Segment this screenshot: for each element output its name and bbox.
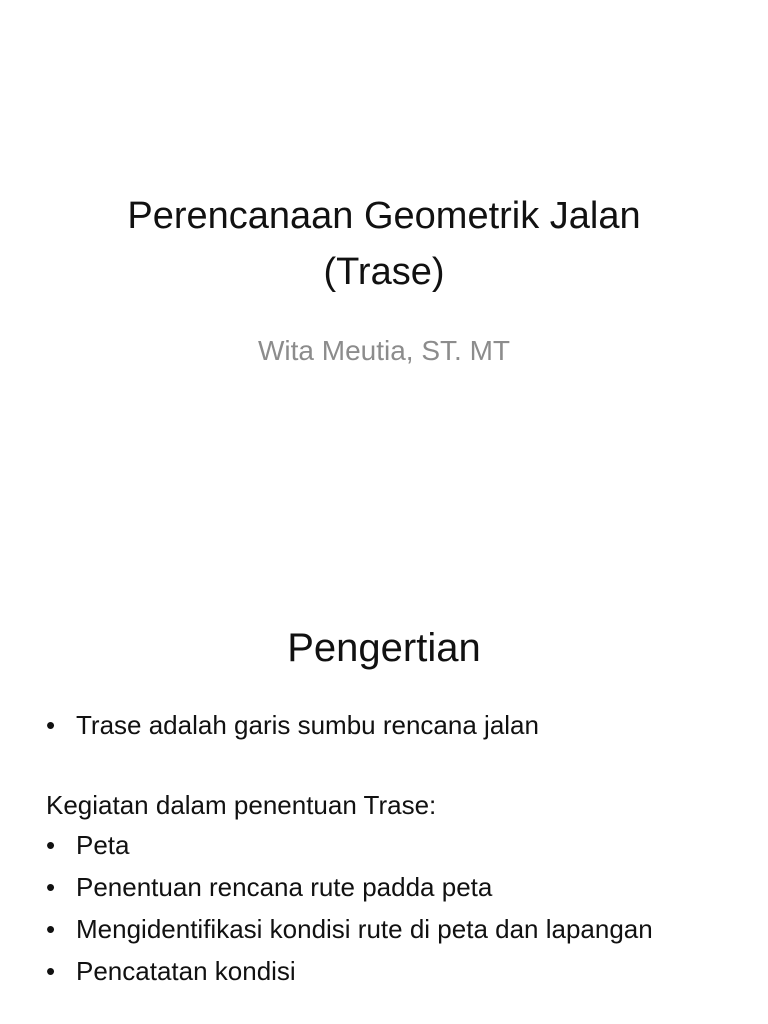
slide-body: [46, 708, 726, 996]
title-line-1: Perencanaan Geometrik Jalan: [127, 195, 641, 237]
content-slide: [0, 576, 768, 1024]
slide-title: [60, 188, 708, 300]
title-line-2: (Trase): [323, 251, 445, 293]
bullet-list: [46, 828, 726, 988]
bullet-dot-icon: •: [46, 710, 56, 740]
bullet-dot-icon: •: [46, 914, 56, 944]
slide-heading: Pengertian: [287, 626, 481, 670]
bullet-item: [46, 708, 726, 742]
bullet-text: Mengidentifikasi kondisi rute di peta dan lapangan: [76, 914, 653, 944]
bullet-dot-icon: •: [46, 956, 56, 986]
bullet-item: [46, 912, 726, 946]
intro-text: Kegiatan dalam penentuan Trase:: [46, 790, 437, 820]
slide-subtitle: Wita Meutia, ST. MT: [257, 335, 511, 366]
bullet-text: Pencatatan kondisi: [76, 956, 296, 986]
bullet-text: Trase adalah garis sumbu rencana jalan: [76, 710, 539, 740]
bullet-text: Penentuan rencana rute padda peta: [76, 872, 493, 902]
bullet-item: [46, 954, 726, 988]
bullet-item: [46, 870, 726, 904]
bullet-dot-icon: •: [46, 830, 56, 860]
bullet-text: Peta: [76, 830, 130, 860]
bullet-dot-icon: •: [46, 872, 56, 902]
bullet-item: [46, 828, 726, 862]
